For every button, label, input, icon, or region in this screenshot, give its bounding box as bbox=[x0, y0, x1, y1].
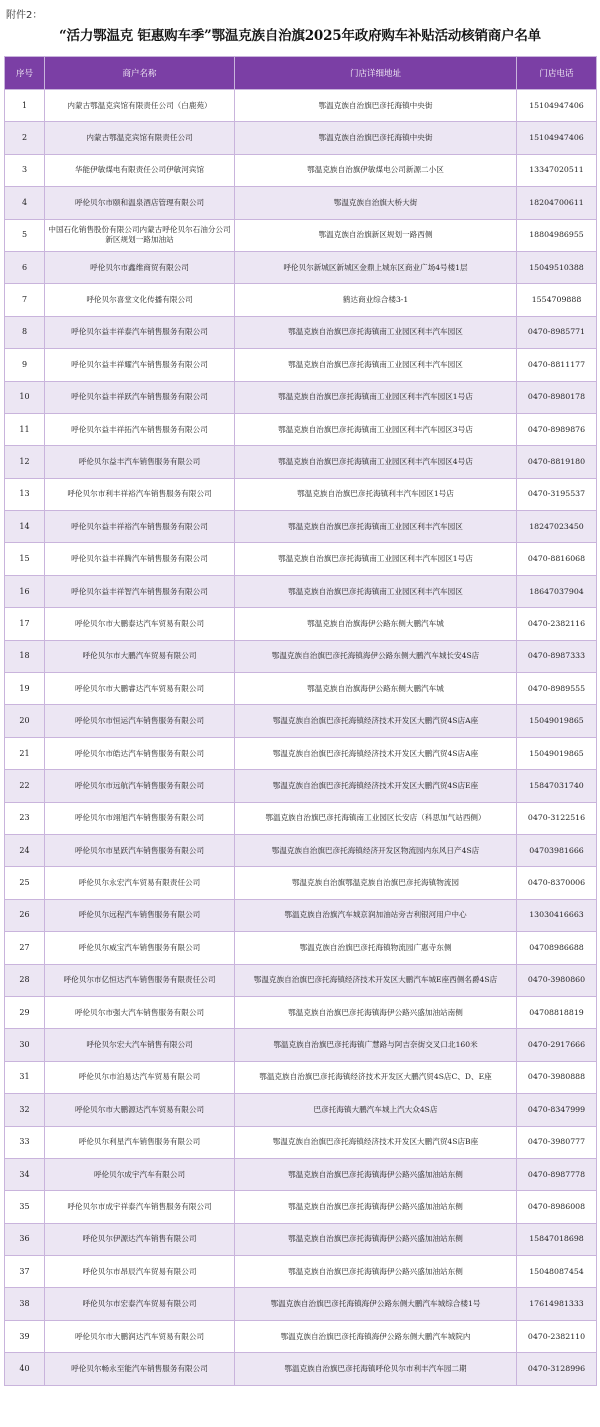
table-body bbox=[5, 90, 597, 1386]
merchant-name: 呼伦贝尔畅永至能汽车销售服务有限公司 bbox=[45, 1353, 235, 1385]
row-index: 36 bbox=[5, 1223, 45, 1255]
store-phone: 0470-2917666 bbox=[517, 1029, 597, 1061]
merchant-name: 呼伦贝尔市星跃汽车销售服务有限公司 bbox=[45, 834, 235, 866]
row-index: 22 bbox=[5, 770, 45, 802]
store-phone: 18647037904 bbox=[517, 575, 597, 607]
merchant-name: 呼伦贝尔益丰祥智汽车销售服务有限公司 bbox=[45, 575, 235, 607]
row-index: 28 bbox=[5, 964, 45, 996]
store-address: 鄂温克族自治旗巴彦托海镇海伊公路兴盛加油站东侧 bbox=[235, 1158, 517, 1190]
store-phone: 0470-3122516 bbox=[517, 802, 597, 834]
row-index: 38 bbox=[5, 1288, 45, 1320]
store-address: 鄂温克族自治旗巴彦托海镇海伊公路兴盛加油站南侧 bbox=[235, 996, 517, 1028]
row-index: 10 bbox=[5, 381, 45, 413]
store-address: 呼伦贝尔新城区新城区金鼎上城东区商业广场4号楼1层 bbox=[235, 251, 517, 283]
merchant-name: 呼伦贝尔利星汽车销售服务有限公司 bbox=[45, 1126, 235, 1158]
merchant-name: 呼伦贝尔益丰汽车销售服务有限公司 bbox=[45, 446, 235, 478]
row-index: 26 bbox=[5, 899, 45, 931]
store-address: 鄂温克族自治旗巴彦托海镇广慧路与阿吉奈街交叉口北160米 bbox=[235, 1029, 517, 1061]
row-index: 16 bbox=[5, 575, 45, 607]
store-phone: 13347020511 bbox=[517, 154, 597, 186]
row-index: 6 bbox=[5, 251, 45, 283]
store-phone: 0470-8980178 bbox=[517, 381, 597, 413]
store-address: 鄂温克族自治旗巴彦托海镇经济技术开发区大鹏汽贸4S店A座 bbox=[235, 705, 517, 737]
column-header-merchant: 商户名称 bbox=[45, 57, 235, 90]
table-row bbox=[5, 996, 597, 1028]
table-row bbox=[5, 867, 597, 899]
store-phone: 0470-3980888 bbox=[517, 1061, 597, 1093]
column-header-index: 序号 bbox=[5, 57, 45, 90]
merchant-name: 呼伦贝尔市大鹏润达汽车贸易有限公司 bbox=[45, 1320, 235, 1352]
store-address: 鄂温克族自治旗巴彦托海镇南工业园区利丰汽车园区 bbox=[235, 575, 517, 607]
store-address: 鄂温克族自治旗巴彦托海镇海伊公路兴盛加油站东侧 bbox=[235, 1223, 517, 1255]
table-row bbox=[5, 770, 597, 802]
store-address: 鄂温克族自治旗巴彦托海镇利丰汽车园区1号店 bbox=[235, 478, 517, 510]
store-phone: 15049019865 bbox=[517, 737, 597, 769]
row-index: 19 bbox=[5, 673, 45, 705]
store-address: 鄂温克族自治旗巴彦托海镇南工业园区利丰汽车园区4号店 bbox=[235, 446, 517, 478]
store-phone: 0470-8347999 bbox=[517, 1094, 597, 1126]
table-row bbox=[5, 737, 597, 769]
merchant-name: 呼伦贝尔市恒运汽车销售服务有限公司 bbox=[45, 705, 235, 737]
table-row bbox=[5, 511, 597, 543]
table-row bbox=[5, 413, 597, 445]
store-address: 鄂温克族自治旗巴彦托海镇经济技术开发区大鹏汽贸4S店C、D、E座 bbox=[235, 1061, 517, 1093]
store-address: 鄂温克族自治旗巴彦托海镇南工业园区利丰汽车园区1号店 bbox=[235, 381, 517, 413]
table-row bbox=[5, 640, 597, 672]
store-address: 鄂温克族自治旗海伊公路东侧大鹏汽车城 bbox=[235, 673, 517, 705]
store-phone: 0470-2382110 bbox=[517, 1320, 597, 1352]
store-phone: 17614981333 bbox=[517, 1288, 597, 1320]
row-index: 34 bbox=[5, 1158, 45, 1190]
merchant-name: 中国石化销售股份有限公司内蒙古呼伦贝尔石油分公司新区规划一路加油站 bbox=[45, 219, 235, 251]
merchant-name: 呼伦贝尔市利丰祥裕汽车销售服务有限公司 bbox=[45, 478, 235, 510]
store-phone: 0470-8987778 bbox=[517, 1158, 597, 1190]
store-address: 鄂温克族自治旗汽车城京润加油站旁吉利银河用户中心 bbox=[235, 899, 517, 931]
merchant-name: 内蒙古鄂温克宾馆有限责任公司 bbox=[45, 122, 235, 154]
table-row bbox=[5, 1191, 597, 1223]
row-index: 5 bbox=[5, 219, 45, 251]
store-phone: 0470-3980777 bbox=[517, 1126, 597, 1158]
store-address: 鄂温克族自治旗巴彦托海镇经济技术开发区大鹏汽车城E座西侧名爵4S店 bbox=[235, 964, 517, 996]
store-address: 鄂温克族自治旗巴彦托海镇海伊公路东侧大鹏汽车城综合楼1号 bbox=[235, 1288, 517, 1320]
table-row bbox=[5, 1158, 597, 1190]
store-address: 鄂温克族自治旗巴彦托海镇经济技术开发区大鹏汽贸4S店A座 bbox=[235, 737, 517, 769]
table-row bbox=[5, 608, 597, 640]
store-address: 鄂温克族自治旗巴彦托海镇中央街 bbox=[235, 90, 517, 122]
row-index: 29 bbox=[5, 996, 45, 1028]
store-phone: 15104947406 bbox=[517, 90, 597, 122]
table-row bbox=[5, 834, 597, 866]
merchant-name: 呼伦贝尔益丰祥裕汽车销售服务有限公司 bbox=[45, 511, 235, 543]
store-address: 鄂温克族自治旗巴彦托海镇南工业园区利丰汽车园区 bbox=[235, 349, 517, 381]
table-row bbox=[5, 1029, 597, 1061]
merchant-name: 呼伦贝尔市大鹏泰达汽车贸易有限公司 bbox=[45, 608, 235, 640]
merchant-name: 呼伦贝尔永宏汽车贸易有限责任公司 bbox=[45, 867, 235, 899]
store-phone: 0470-8985771 bbox=[517, 316, 597, 348]
row-index: 27 bbox=[5, 932, 45, 964]
table-row bbox=[5, 90, 597, 122]
store-address: 鄂温克族自治旗巴彦托海镇南工业园区利丰汽车园区 bbox=[235, 511, 517, 543]
merchant-name: 呼伦贝尔市亿恒达汽车销售服务有限责任公司 bbox=[45, 964, 235, 996]
store-address: 鄂温克族自治旗巴彦托海镇南工业园区利丰汽车园区3号店 bbox=[235, 413, 517, 445]
row-index: 11 bbox=[5, 413, 45, 445]
table-row bbox=[5, 899, 597, 931]
table-row bbox=[5, 802, 597, 834]
store-phone: 04708818819 bbox=[517, 996, 597, 1028]
store-phone: 15847031740 bbox=[517, 770, 597, 802]
store-address: 鄂温克族自治旗巴彦托海镇南工业园区长安店（科思加气站西侧） bbox=[235, 802, 517, 834]
store-address: 鄂温克族自治旗巴彦托海镇海伊公路东侧大鹏汽车城长安4S店 bbox=[235, 640, 517, 672]
store-address: 鄂温克族自治旗巴彦托海镇海伊公路东侧大鹏汽车城院内 bbox=[235, 1320, 517, 1352]
store-phone: 18247023450 bbox=[517, 511, 597, 543]
table-row bbox=[5, 1126, 597, 1158]
merchant-name: 呼伦贝尔市鑫维商贸有限公司 bbox=[45, 251, 235, 283]
store-address: 鄂温克族自治旗巴彦托海镇物流园广惠寺东侧 bbox=[235, 932, 517, 964]
store-phone: 0470-8989876 bbox=[517, 413, 597, 445]
column-header-phone: 门店电话 bbox=[517, 57, 597, 90]
store-phone: 0470-8811177 bbox=[517, 349, 597, 381]
table-row bbox=[5, 543, 597, 575]
table-row bbox=[5, 251, 597, 283]
store-address: 鄂温克族自治旗巴彦托海镇海伊公路兴盛加油站东侧 bbox=[235, 1256, 517, 1288]
table-row bbox=[5, 1256, 597, 1288]
merchant-name: 呼伦贝尔市成宇祥泰汽车销售服务有限公司 bbox=[45, 1191, 235, 1223]
table-row bbox=[5, 187, 597, 219]
row-index: 2 bbox=[5, 122, 45, 154]
row-index: 25 bbox=[5, 867, 45, 899]
row-index: 32 bbox=[5, 1094, 45, 1126]
merchant-name: 呼伦贝尔宏大汽车销售有限公司 bbox=[45, 1029, 235, 1061]
table-header-row bbox=[5, 57, 597, 90]
merchant-name: 呼伦贝尔市翊旭汽车销售服务有限公司 bbox=[45, 802, 235, 834]
row-index: 21 bbox=[5, 737, 45, 769]
store-address: 鄂温克族自治旗海伊公路东侧大鹏汽车城 bbox=[235, 608, 517, 640]
table-row bbox=[5, 932, 597, 964]
merchant-name: 内蒙古鄂温克宾馆有限责任公司（白鹿苑） bbox=[45, 90, 235, 122]
merchant-name: 呼伦贝尔成宇汽车有限公司 bbox=[45, 1158, 235, 1190]
store-phone: 0470-8989555 bbox=[517, 673, 597, 705]
merchant-name: 呼伦贝尔市大鹏汽车贸易有限公司 bbox=[45, 640, 235, 672]
row-index: 14 bbox=[5, 511, 45, 543]
merchant-name: 呼伦贝尔市泊易达汽车贸易有限公司 bbox=[45, 1061, 235, 1093]
store-address: 鄂温克族自治旗巴彦托海镇经济技术开发区大鹏汽贸4S店E座 bbox=[235, 770, 517, 802]
store-phone: 18804986955 bbox=[517, 219, 597, 251]
store-address: 鹤达商业综合楼3-1 bbox=[235, 284, 517, 316]
merchant-name: 呼伦贝尔市皓达汽车销售服务有限公司 bbox=[45, 737, 235, 769]
row-index: 15 bbox=[5, 543, 45, 575]
merchant-name: 呼伦贝尔伊源达汽车销售有限公司 bbox=[45, 1223, 235, 1255]
row-index: 17 bbox=[5, 608, 45, 640]
store-address: 鄂温克族自治旗鄂温克族自治旗巴彦托海镇物流园 bbox=[235, 867, 517, 899]
merchant-name: 呼伦贝尔市大鹏源达汽车贸易有限公司 bbox=[45, 1094, 235, 1126]
table-row bbox=[5, 1094, 597, 1126]
row-index: 1 bbox=[5, 90, 45, 122]
store-phone: 0470-8816068 bbox=[517, 543, 597, 575]
store-phone: 04708986688 bbox=[517, 932, 597, 964]
store-phone: 0470-2382116 bbox=[517, 608, 597, 640]
store-address: 鄂温克族自治旗大桥大街 bbox=[235, 187, 517, 219]
table-row bbox=[5, 478, 597, 510]
store-phone: 18204700611 bbox=[517, 187, 597, 219]
store-phone: 15104947406 bbox=[517, 122, 597, 154]
store-address: 鄂温克族自治旗巴彦托海镇呼伦贝尔市利丰汽车园二期 bbox=[235, 1353, 517, 1385]
store-phone: 0470-8986008 bbox=[517, 1191, 597, 1223]
row-index: 4 bbox=[5, 187, 45, 219]
store-address: 鄂温克族自治旗新区规划一路西侧 bbox=[235, 219, 517, 251]
table-row bbox=[5, 964, 597, 996]
merchant-name: 呼伦贝尔喜堂文化传播有限公司 bbox=[45, 284, 235, 316]
table-row bbox=[5, 1353, 597, 1385]
table-row bbox=[5, 122, 597, 154]
row-index: 39 bbox=[5, 1320, 45, 1352]
row-index: 13 bbox=[5, 478, 45, 510]
store-address: 鄂温克族自治旗伊敏煤电公司新源二小区 bbox=[235, 154, 517, 186]
row-index: 7 bbox=[5, 284, 45, 316]
store-phone: 15847018698 bbox=[517, 1223, 597, 1255]
merchant-name: 呼伦贝尔市远航汽车销售服务有限公司 bbox=[45, 770, 235, 802]
merchant-name: 呼伦贝尔市昂辰汽车贸易有限公司 bbox=[45, 1256, 235, 1288]
column-header-address: 门店详细地址 bbox=[235, 57, 517, 90]
row-index: 9 bbox=[5, 349, 45, 381]
merchant-table bbox=[4, 56, 597, 1386]
table-row bbox=[5, 349, 597, 381]
row-index: 33 bbox=[5, 1126, 45, 1158]
row-index: 18 bbox=[5, 640, 45, 672]
merchant-name: 呼伦贝尔益丰祥耀汽车销售服务有限公司 bbox=[45, 349, 235, 381]
row-index: 24 bbox=[5, 834, 45, 866]
row-index: 40 bbox=[5, 1353, 45, 1385]
merchant-name: 呼伦贝尔益丰祥腾汽车销售服务有限公司 bbox=[45, 543, 235, 575]
row-index: 8 bbox=[5, 316, 45, 348]
merchant-name: 呼伦贝尔威宝汽车销售服务有限公司 bbox=[45, 932, 235, 964]
store-phone: 0470-8987333 bbox=[517, 640, 597, 672]
table-row bbox=[5, 316, 597, 348]
store-phone: 0470-3195537 bbox=[517, 478, 597, 510]
table-row bbox=[5, 575, 597, 607]
store-address: 鄂温克族自治旗巴彦托海镇南工业园区利丰汽车园区 bbox=[235, 316, 517, 348]
store-phone: 15049019865 bbox=[517, 705, 597, 737]
row-index: 20 bbox=[5, 705, 45, 737]
store-phone: 04703981666 bbox=[517, 834, 597, 866]
table-row bbox=[5, 284, 597, 316]
attachment-label: 附件2： bbox=[6, 10, 43, 21]
store-phone: 15049510388 bbox=[517, 251, 597, 283]
store-address: 鄂温克族自治旗巴彦托海镇海伊公路兴盛加油站东侧 bbox=[235, 1191, 517, 1223]
merchant-name: 呼伦贝尔市强大汽车销售服务有限公司 bbox=[45, 996, 235, 1028]
merchant-name: 呼伦贝尔市大鹏睿达汽车贸易有限公司 bbox=[45, 673, 235, 705]
store-phone: 0470-3128996 bbox=[517, 1353, 597, 1385]
document-title: “活力鄂温克 钜惠购车季”鄂温克族自治旗2025年政府购车补贴活动核销商户名单 bbox=[58, 28, 541, 44]
row-index: 23 bbox=[5, 802, 45, 834]
row-index: 12 bbox=[5, 446, 45, 478]
row-index: 3 bbox=[5, 154, 45, 186]
store-phone: 1554709888 bbox=[517, 284, 597, 316]
store-phone: 13030416663 bbox=[517, 899, 597, 931]
row-index: 31 bbox=[5, 1061, 45, 1093]
store-phone: 15048087454 bbox=[517, 1256, 597, 1288]
store-address: 鄂温克族自治旗巴彦托海镇南工业园区利丰汽车园区1号店 bbox=[235, 543, 517, 575]
table-row bbox=[5, 1223, 597, 1255]
store-address: 鄂温克族自治旗巴彦托海镇经济技术开发区大鹏汽贸4S店B座 bbox=[235, 1126, 517, 1158]
row-index: 30 bbox=[5, 1029, 45, 1061]
store-address: 鄂温克族自治旗巴彦托海镇中央街 bbox=[235, 122, 517, 154]
table-row bbox=[5, 1320, 597, 1352]
store-phone: 0470-3980860 bbox=[517, 964, 597, 996]
table-row bbox=[5, 381, 597, 413]
table-row bbox=[5, 1288, 597, 1320]
table-row bbox=[5, 673, 597, 705]
table-row bbox=[5, 1061, 597, 1093]
merchant-name: 华能伊敏煤电有限责任公司伊敏河宾馆 bbox=[45, 154, 235, 186]
merchant-name: 呼伦贝尔市宏泰汽车贸易有限公司 bbox=[45, 1288, 235, 1320]
table-row bbox=[5, 705, 597, 737]
merchant-name: 呼伦贝尔益丰祥泰汽车销售服务有限公司 bbox=[45, 316, 235, 348]
row-index: 35 bbox=[5, 1191, 45, 1223]
table-row bbox=[5, 154, 597, 186]
store-phone: 0470-8819180 bbox=[517, 446, 597, 478]
merchant-name: 呼伦贝尔益丰祥跃汽车销售服务有限公司 bbox=[45, 381, 235, 413]
store-phone: 0470-8370006 bbox=[517, 867, 597, 899]
merchant-name: 呼伦贝尔益丰祥拓汽车销售服务有限公司 bbox=[45, 413, 235, 445]
row-index: 37 bbox=[5, 1256, 45, 1288]
store-address: 巴彦托海镇大鹏汽车城上汽大众4S店 bbox=[235, 1094, 517, 1126]
store-address: 鄂温克族自治旗巴彦托海镇经济开发区物流园内东风日产4S店 bbox=[235, 834, 517, 866]
table-row bbox=[5, 446, 597, 478]
merchant-name: 呼伦贝尔远程汽车销售服务有限公司 bbox=[45, 899, 235, 931]
merchant-name: 呼伦贝尔市颐和温泉酒店管理有限公司 bbox=[45, 187, 235, 219]
table-row bbox=[5, 219, 597, 251]
